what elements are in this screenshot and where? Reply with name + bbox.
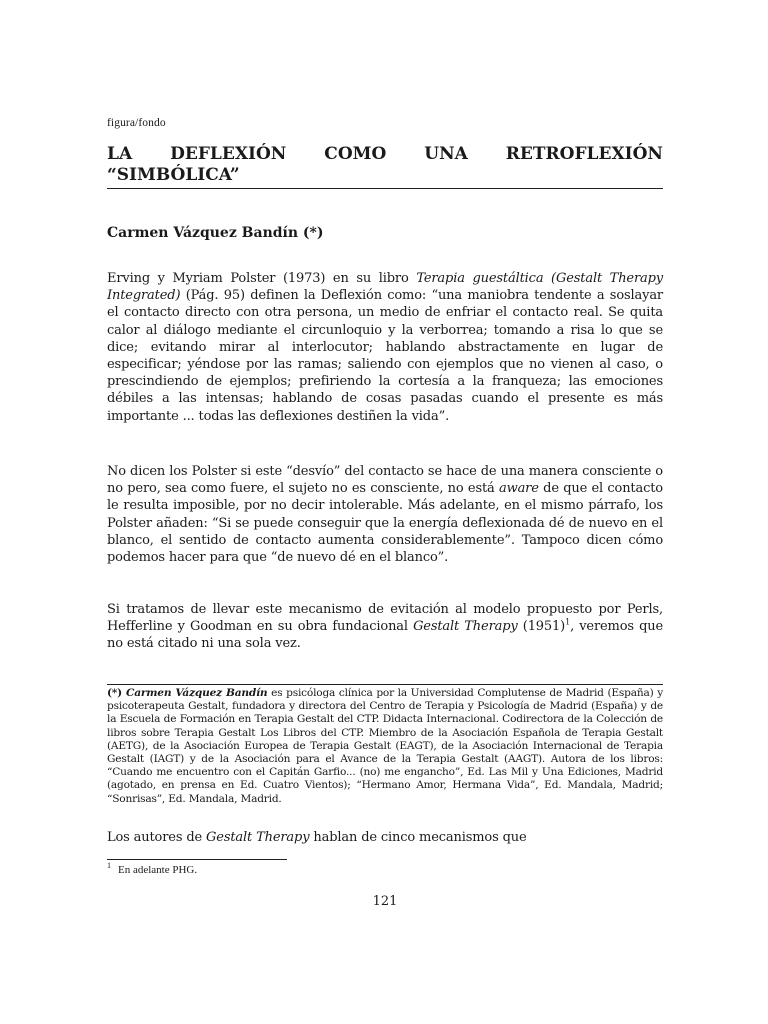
title-word: RETROFLEXIÓN — [505, 144, 663, 164]
text-run: Los autores de — [107, 830, 207, 845]
text-run: No dicen los Polster si este “desvío” del contacto se hace de una manera consciente o no pero, sea como fuere, el sujeto no es consciente, no está — [107, 464, 663, 497]
document-page — [107, 0, 663, 1024]
title-word: COMO — [324, 144, 387, 164]
title-word: LA — [107, 144, 133, 164]
title-word: UNA — [424, 144, 468, 164]
footnote-text: En adelante PHG. — [118, 864, 198, 876]
text-run: Erving y Myriam Polster (1973) en su libro — [107, 271, 417, 286]
italic-run: Gestalt Therapy — [413, 619, 518, 635]
text-run: hablan de cinco mecanismos que — [309, 830, 527, 845]
italic-run: Terapia guestáltica (Gestalt Therapy Integrated) — [107, 271, 664, 304]
title-line-1 — [107, 144, 663, 165]
body-paragraph-4 — [107, 829, 663, 846]
title-divider — [107, 188, 663, 189]
body-paragraph-1 — [107, 270, 663, 425]
text-run: de que el contacto le resulta imposible, por no decir intolerable. Más adelante, en el mismo párrafo, los Polster añaden: “Si se puede conseguir que la energía deflexionada dé de nuevo en el blanco, el sentido de contacto aumenta considerablemente”. Tampoco dicen cómo podemos hacer para que “de nuevo dé en el blanco”. — [107, 481, 663, 566]
italic-run: aware — [499, 481, 539, 497]
body-paragraph-2 — [107, 463, 663, 566]
body-paragraph-3 — [107, 601, 663, 653]
article-title — [107, 144, 663, 186]
footnote-reference[interactable]: 1 — [565, 617, 571, 627]
bio-mark: (*) — [107, 687, 126, 699]
footnote-divider — [107, 859, 287, 860]
text-run: (Pág. 95) definen la Deflexión como: “una maniobra tendente a soslayar el contacto directo con otra persona, un medio de enfriar el contacto real. Se quita calor al diálogo mediante el circunloquio y la verborrea; tomando a risa lo que se dice; evitando mirar al interlocutor; hablando abstractamente en lugar de especificar; yéndose por las ramas; saliendo con ejemplos que no vienen al caso, o prescindiendo de ejemplos; prefiriendo la cortesía a la franqueza; las emociones débiles a las intensas; hablando de cosas pasadas cuando el presente es más importante ... todas las deflexiones destiñen la vida”. — [107, 288, 663, 424]
bio-author-name: Carmen Vázquez Bandín — [126, 687, 268, 699]
text-run: , veremos que no está citado ni una sola vez. — [107, 619, 664, 652]
section-label: figura/fondo — [107, 117, 166, 129]
page-number: 121 — [372, 894, 398, 909]
bio-text: es psicóloga clínica por la Universidad Complutense de Madrid (España) y psicoterapeuta Gestalt, fundadora y directora del Centro de Terapia y Psicología de Madrid (España) y de la Escuela de Formación en Terapia Gestalt del CTP. Didacta Internacional. Codirectora de la Colección de libros sobre Terapia Gestalt Los Libros del CTP. Miembro de la Asociación Española de Terapia Gestalt (AETG), de la Asociación Europea de Terapia Gestalt (EAGT), de la Asociación Internacional de Terapia Gestalt (IAGT) y de la Asociación para el Avance de la Terapia Gestalt (AAGT). Autora de los libros: “Cuando me encuentro con el Capitán Garfio... (no) me engancho”, Ed. Las Mil y Una Ediciones, Madrid (agotado, en prensa en Ed. Cuatro Vientos); “Hermano Amor, Hermana Vida”, Ed. Mandala, Madrid; “Sonrisas”, Ed. Mandala, Madrid. — [107, 687, 664, 805]
footnote — [107, 861, 198, 876]
footnote-number: 1 — [107, 861, 111, 871]
text-run: (1951) — [517, 619, 566, 635]
title-line-2: “SIMBÓLICA” — [107, 165, 240, 185]
italic-run: Gestalt Therapy — [206, 830, 310, 845]
author-name: Carmen Vázquez Bandín (*) — [107, 225, 324, 241]
text-run: Si tratamos de llevar este mecanismo de evitación al modelo propuesto por Perls, Hefferline y Goodman en su obra fundacional — [107, 602, 663, 635]
title-word: DEFLEXIÓN — [170, 144, 287, 164]
bio-divider — [107, 684, 663, 685]
author-bio — [107, 687, 663, 806]
